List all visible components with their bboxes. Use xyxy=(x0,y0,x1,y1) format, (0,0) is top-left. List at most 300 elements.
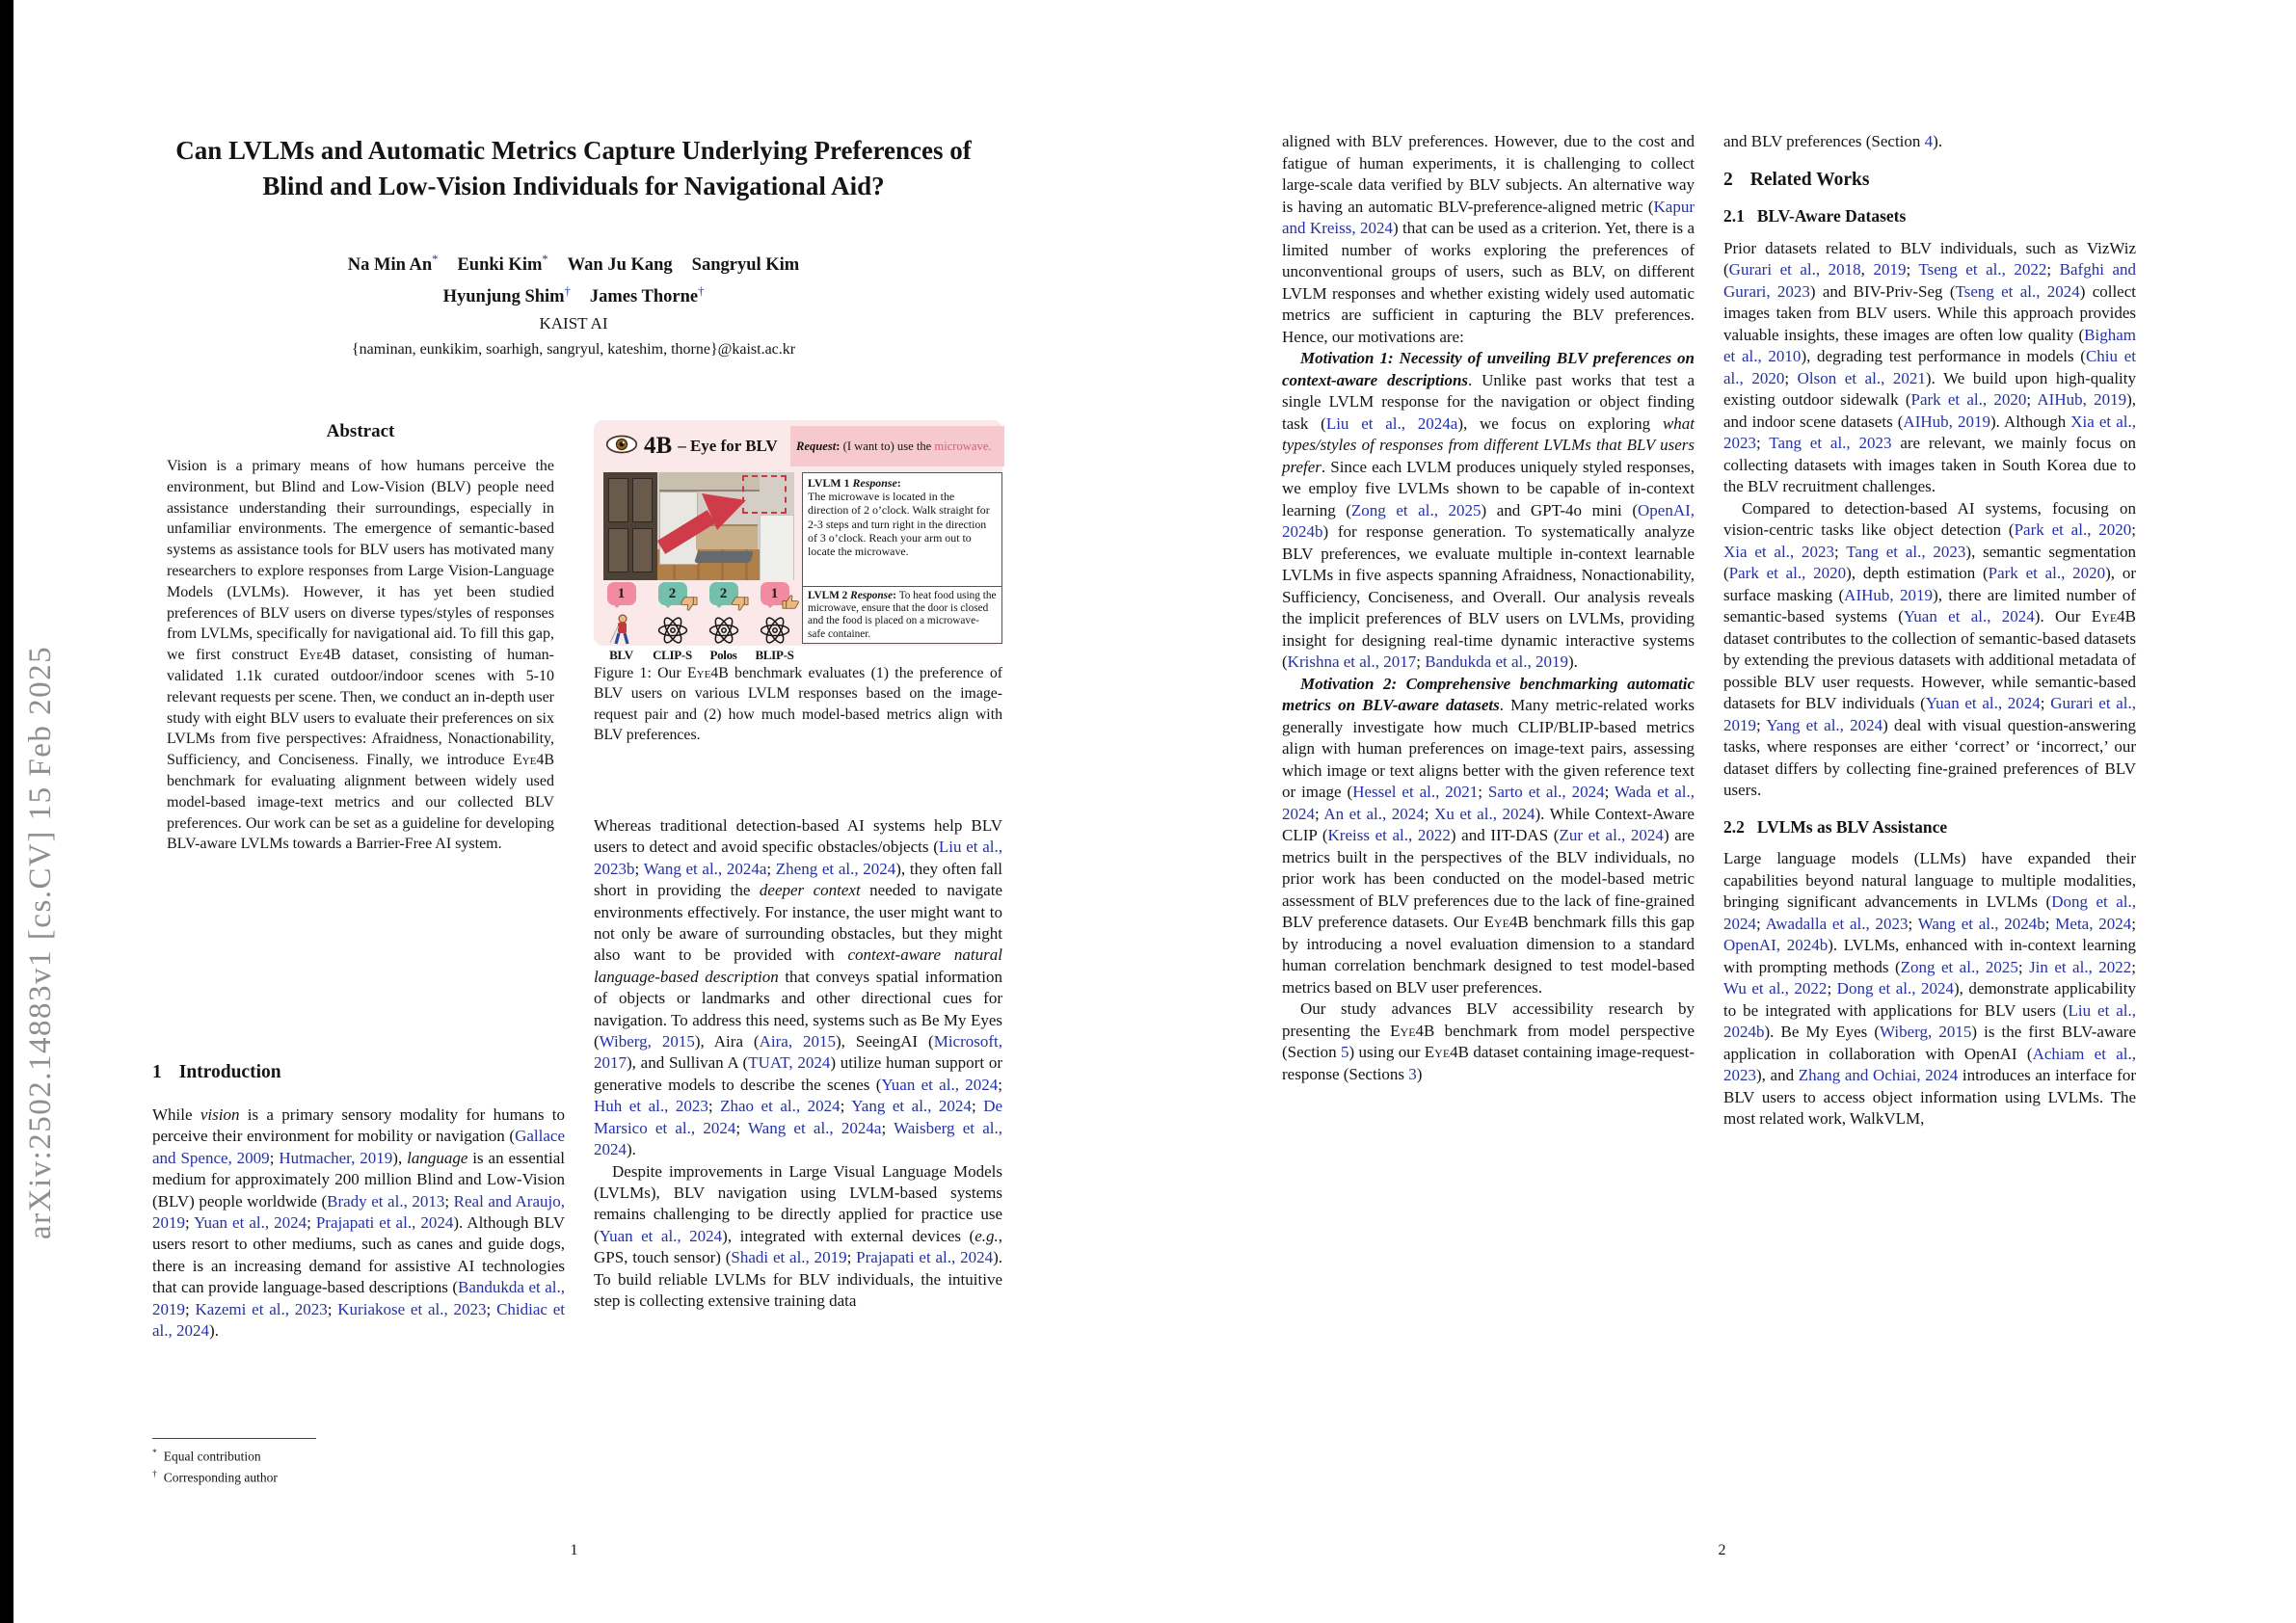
ref-link[interactable]: Park et al., 2020 xyxy=(1728,564,1847,582)
text-run: ; xyxy=(971,1097,984,1116)
lvlm1-response-text: The microwave is located in the direction of 2 o’clock. Walk straight for 2-3 steps and turn right in the direction of 3 o’clock. Reach your arm out to locate the microwave. xyxy=(808,490,990,559)
footnote-corresponding-author xyxy=(152,1466,557,1487)
score-value: 1 xyxy=(617,586,626,601)
text-run: ; xyxy=(634,859,644,878)
cabinet-glass-panel xyxy=(608,528,628,572)
ref-link[interactable]: Park et al., 2020 xyxy=(1988,564,2106,582)
text-run: Eye4B xyxy=(512,752,554,769)
ref-link[interactable]: Wiberg, 2015 xyxy=(599,1032,695,1051)
footnote-equal-contribution xyxy=(152,1445,557,1466)
text-run: ; xyxy=(2046,260,2060,279)
footnote-mark: † xyxy=(152,1469,157,1479)
section-label: BLV-Aware Datasets xyxy=(1756,206,1907,226)
text-run: ; xyxy=(1908,914,1918,933)
text-run: context-aware natural language-based description xyxy=(594,945,1002,986)
email-line[interactable]: {naminan, eunkikim, soarhigh, sangryul, kateshim, thorne}@kaist.ac.kr xyxy=(351,341,796,359)
score-value: 2 xyxy=(668,586,677,601)
text-run: ) and BIV-Priv-Seg ( xyxy=(1809,281,1956,301)
text-run: ) xyxy=(1416,1064,1423,1083)
ref-link[interactable]: Zhang and Ochiai, 2024 xyxy=(1798,1066,1959,1084)
text-run: ) using our xyxy=(1348,1043,1425,1061)
text-run: ), demonstrate applicability to be integrated with applications for BLV users ( xyxy=(1723,979,2136,1020)
ref-link[interactable]: Liu et al., 2024b xyxy=(1723,1000,2136,1041)
ref-link[interactable]: Dong et al., 2024 xyxy=(1836,979,1955,998)
ref-link[interactable]: Shadi et al., 2019 xyxy=(731,1248,847,1267)
title-line-1: Can LVLMs and Automatic Metrics Capture Underlying Preferences of xyxy=(175,136,972,165)
text-run: what types/styles of responses from different LVLMs that BLV users prefer xyxy=(1282,413,1695,476)
text-run: ; xyxy=(1906,260,1919,279)
atom-icon xyxy=(649,612,696,647)
text-run: ), and xyxy=(1756,1066,1799,1084)
text-run: ; xyxy=(1416,652,1426,671)
text-run: aligned with BLV preferences. However, due to the cost and fatigue of human experiments, it is challenging to collect large-scale data verified by BLV subjects. An alternative way is having an automatic BLV-preference-aligned metric ( xyxy=(1282,132,1695,216)
section-label: LVLMs as BLV Assistance xyxy=(1756,816,1948,837)
text-run: is an essential medium for approximately 200 million Blind and Low-Vision (BLV) people worldwide ( xyxy=(152,1148,565,1211)
text-run: ; xyxy=(998,1075,1002,1094)
text-run: ) collect images taken from BLV users. While this approach provides valuable insights, these images are often low quality ( xyxy=(1723,281,2136,344)
text-run: ; xyxy=(327,1299,338,1318)
footnote-text: Corresponding author xyxy=(163,1470,278,1484)
text-run: ), semantic segmentation ( xyxy=(1723,542,2136,582)
text-run: † xyxy=(564,284,571,299)
text-run: ) utilize human support or generative models to describe the scenes ( xyxy=(594,1053,1002,1094)
text-run: benchmark from model perspective (Section xyxy=(1282,1021,1695,1061)
text-run: ; xyxy=(840,1097,852,1116)
ref-link[interactable]: Wang et al., 2024b xyxy=(1917,914,2045,933)
ref-link[interactable]: Liu et al., 2024a xyxy=(1325,413,1458,433)
paragraph xyxy=(594,815,1002,1161)
text-run: ; xyxy=(2131,520,2136,539)
text-run: ) are metrics built in the perspectives of the BLV individuals, no prior work has been conducted on the model-based metric assessment of BLV preferences due to the lack of fine-grained BLV preference datasets. Our xyxy=(1282,826,1695,931)
text-run: ; xyxy=(444,1191,454,1211)
text-run: While xyxy=(152,1105,200,1124)
text-run: that conveys spatial information of objects or landmarks and other directional cues for navigation. To address this need, systems such as Be My Eyes ( xyxy=(594,967,1002,1051)
text-run: benchmark evaluates (1) the preference of BLV users on various LVLM responses based on the image-request pair and (2) how much model-based metrics align with BLV preferences. xyxy=(594,665,1002,743)
lvlm2-response-box xyxy=(802,586,1002,644)
ref-link[interactable]: Meta, 2024 xyxy=(2055,914,2132,933)
ref-link[interactable]: Kuriakose et al., 2023 xyxy=(337,1299,487,1318)
text-run: ). Although xyxy=(1989,412,2071,431)
ref-link[interactable]: Tang et al., 2023 xyxy=(1846,542,1966,561)
text-run: ), and indoor scene datasets ( xyxy=(1723,390,2136,431)
section-2-heading xyxy=(1723,170,2136,192)
page2-column2-text xyxy=(1723,131,2136,1131)
eye4b-logo xyxy=(605,428,778,465)
ref-link[interactable]: AIHub, 2019 xyxy=(2037,390,2127,409)
text-run: is a primary sensory modality for humans to perceive their environment for mobility or navigation ( xyxy=(152,1105,565,1146)
ref-link[interactable]: Yuan et al., 2024 xyxy=(881,1075,999,1094)
request-text xyxy=(796,439,992,454)
ref-link[interactable]: Krishna et al., 2017 xyxy=(1287,652,1417,671)
section-1-heading xyxy=(152,1062,281,1083)
text-run: † xyxy=(698,284,705,299)
ref-link[interactable]: Bandukda et al., 2019 xyxy=(152,1278,565,1318)
text-run: introduces an interface for BLV users to access object information using LVLMs. The most related work, WalkVLM, xyxy=(1723,1066,2136,1128)
metric-label: Polos xyxy=(709,648,737,662)
text-run: Na Min An xyxy=(347,255,433,276)
ref-link[interactable]: Zong et al., 2025 xyxy=(1350,500,1482,519)
affiliation: KAIST AI xyxy=(539,314,608,333)
ref-link[interactable]: Wu et al., 2022 xyxy=(1723,979,1828,998)
ref-link[interactable]: Microsoft, 2017 xyxy=(594,1032,1002,1073)
ref-link[interactable]: Awadalla et al., 2023 xyxy=(1765,914,1909,933)
metric-blip-s xyxy=(751,582,798,663)
ref-link[interactable]: Zong et al., 2025 xyxy=(1900,957,2018,976)
text-run: ; xyxy=(307,1213,316,1233)
ref-link[interactable]: 3 xyxy=(1408,1064,1417,1083)
ref-link[interactable]: Prajapati et al., 2024 xyxy=(315,1213,454,1233)
ref-link[interactable]: Yuan et al., 2024 xyxy=(599,1226,723,1245)
ref-link[interactable]: Gurari et al., 2018 xyxy=(1728,260,1861,279)
text-run: Response xyxy=(850,590,894,601)
text-run: Eye4B xyxy=(1424,1043,1469,1061)
text-run: ; xyxy=(1604,783,1615,801)
text-run: ; xyxy=(2040,694,2051,712)
text-run: . Unlike past works that test a single LVLM response for the navigation or object finding task ( xyxy=(1282,370,1695,433)
abstract-text xyxy=(167,456,554,855)
ref-link[interactable]: AIHub, 2019 xyxy=(1903,412,1990,431)
ref-link[interactable]: Olson et al., 2021 xyxy=(1797,368,1926,387)
text-run: ). Although BLV users resort to other mediums, such as canes and guide dogs, there is an increasing demand for assistive AI technologies that can provide language-based descriptions ( xyxy=(152,1213,565,1297)
text-run: (I want to) use the xyxy=(842,439,935,453)
text-run: : xyxy=(836,439,843,453)
lvlm1-response-title xyxy=(808,476,997,490)
section-label: Related Works xyxy=(1749,169,1870,190)
text-run: ), SeeingAI ( xyxy=(836,1032,934,1051)
text-run: ; xyxy=(1478,783,1488,801)
ref-link[interactable]: Chidiac et al., 2024 xyxy=(152,1299,565,1341)
text-run: ) and GPT-4o mini ( xyxy=(1481,500,1638,519)
figure-1-caption xyxy=(594,663,1002,745)
ref-link[interactable]: Bafghi and Gurari, 2023 xyxy=(1723,260,2136,301)
text-run: ), they often fall short in providing the xyxy=(594,859,1003,900)
text-run: ). We build upon high-quality existing outdoor sidewalk ( xyxy=(1723,368,2136,409)
footnote-text: Equal contribution xyxy=(163,1449,261,1464)
text-run: dataset contributes to the collection of semantic-based datasets by extending the previous datasets with additional metadata of possible BLV user requests. However, while semantic-based datasets for BLV individuals ( xyxy=(1723,628,2136,712)
page2-column1-text xyxy=(1282,131,1695,1085)
ref-link[interactable]: Zur et al., 2024 xyxy=(1559,826,1664,844)
text-run: : xyxy=(896,476,901,490)
score-value: 2 xyxy=(719,586,728,601)
text-run: Motivation 2: Comprehensive benchmarking automatic metrics on BLV-aware datasets xyxy=(1282,674,1695,714)
abstract-heading: Abstract xyxy=(326,421,395,441)
ref-link[interactable]: Yang et al., 2024 xyxy=(1766,715,1883,734)
paragraph xyxy=(594,1161,1002,1313)
ref-link[interactable]: Aira, 2015 xyxy=(759,1032,837,1051)
text-run: Eye4B xyxy=(2091,607,2136,625)
text-run: Motivation 1: Necessity of unveiling BLV preferences on context-aware descriptions xyxy=(1282,349,1695,389)
paragraph-motivation-2 xyxy=(1282,674,1695,999)
request-bar xyxy=(790,426,1004,466)
text-run: , xyxy=(1860,260,1874,279)
text-run: ; xyxy=(1827,979,1837,998)
paragraph xyxy=(1723,131,2136,153)
lvlm1-response-box xyxy=(802,472,1002,588)
text-run: dataset containing image-request-response (Sections xyxy=(1282,1043,1695,1083)
score-value: 1 xyxy=(770,586,779,601)
title-line-2: Blind and Low-Vision Individuals for Navigational Aid? xyxy=(262,172,885,200)
text-run: ; xyxy=(766,859,776,878)
author-block xyxy=(145,247,1002,362)
ref-link[interactable]: Wang et al., 2024a xyxy=(748,1118,882,1137)
text-run: benchmark for evaluating alignment between widely used model-based image-text metrics and our collected BLV preferences. Our work can be set as a guideline for developing BLV-aware LVLMs towards a Barrier-Free AI system. xyxy=(167,772,554,853)
section-number: 2.2 xyxy=(1723,816,1745,837)
ref-link[interactable]: An et al., 2024 xyxy=(1323,804,1425,823)
ref-link[interactable]: AIHub, 2019 xyxy=(1844,585,1934,604)
text-run: ; xyxy=(707,1097,721,1116)
text-run: Hyunjung Shim xyxy=(442,287,565,307)
text-run: ; xyxy=(269,1148,280,1167)
text-run: ; xyxy=(2044,914,2056,933)
page-2-number: 2 xyxy=(1718,1542,1726,1558)
score-badge xyxy=(607,582,636,605)
intro-paragraph xyxy=(152,1104,565,1342)
cabinet-glass-panel xyxy=(632,528,653,572)
text-run: ; xyxy=(881,1118,894,1137)
text-run: , GPS, touch sensor) ( xyxy=(594,1226,1002,1267)
footnote-rule xyxy=(152,1438,316,1439)
text-run: ). xyxy=(1933,132,1943,150)
text-run: . Many metric-related works generally investigate how much CLIP/BLIP-based metrics align with human preferences on image-text pairs, assessing which image or text aligns better with the given reference text or image ( xyxy=(1282,696,1695,801)
text-run: Compared to detection-based AI systems, focusing on vision-centric tasks like object detection ( xyxy=(1723,498,2136,539)
ref-link[interactable]: Yuan et al., 2024 xyxy=(1925,694,2041,712)
cabinet-glass-panel xyxy=(608,478,628,522)
metric-label: BLIP-S xyxy=(755,648,794,662)
text-run: ), there are limited number of semantic-based systems ( xyxy=(1723,585,2137,625)
ref-link[interactable]: Kreiss et al., 2022 xyxy=(1327,826,1451,844)
text-run: ; xyxy=(2026,390,2038,409)
section-number: 1 xyxy=(152,1062,162,1082)
ref-link[interactable]: 4 xyxy=(1924,132,1934,150)
section-number: 2 xyxy=(1723,169,1733,190)
ref-link[interactable]: Yuan et al., 2024 xyxy=(1903,607,2035,625)
text-run: . Since each LVLM produces uniquely styled responses, we employ five LVLMs shown to be capable of in-context learning ( xyxy=(1282,457,1695,519)
lvlm2-response-text xyxy=(808,590,997,640)
text-run: ). Our xyxy=(2034,607,2092,625)
text-run: dataset, consisting of human-validated 1.1k curated outdoor/indoor scenes with 5-10 relevant requests per scene. Then, we conduct an in-depth user study with eight BLV users to evaluate their preferences on six LVLMs from five perspectives: Afraidness, Nonactionability, Sufficiency, and Conciseness. Finally, we introduce xyxy=(167,647,555,769)
page1-column2-text xyxy=(594,815,1002,1312)
text-run: ; xyxy=(2131,914,2136,933)
ref-link[interactable]: Wada et al., 2024 xyxy=(1282,783,1695,823)
text-run: James Thorne xyxy=(589,287,699,307)
text-run: ), Aira ( xyxy=(694,1032,760,1051)
text-run: Eunki Kim xyxy=(457,255,543,276)
text-run: * xyxy=(432,253,439,266)
text-run: language xyxy=(407,1148,468,1167)
authors-line-1 xyxy=(145,247,1002,279)
text-run: ) that can be used as a criterion. Yet, there is a limited number of works exploring the preferences of unconventional groups of users, such as BLV, on different LVLM responses and whether existing widely used automatic metrics are sufficient in capturing the BLV preferences. Hence, our motivations are: xyxy=(1282,219,1695,346)
ref-link[interactable]: Chiu et al., 2020 xyxy=(1723,347,2136,387)
ref-link[interactable]: Prajapati et al., 2024 xyxy=(856,1248,994,1267)
ref-link[interactable]: Dong et al., 2024 xyxy=(1723,892,2136,933)
scan-edge-strip xyxy=(0,0,13,1623)
text-run: benchmark fills this gap by introducing a novel evaluation dimension to a standard human correlation benchmark designed to test model-based metrics based on BLV user preferences. xyxy=(1282,913,1695,997)
text-run: ; xyxy=(1315,804,1324,823)
authors-line-2 xyxy=(145,279,1002,310)
ref-link[interactable]: TUAT, 2024 xyxy=(748,1053,831,1073)
thumbs-down-icon xyxy=(731,594,749,612)
text-run: ; xyxy=(1834,542,1847,561)
ref-link[interactable]: Zheng et al., 2024 xyxy=(775,859,896,878)
section-2-2-heading xyxy=(1723,816,2136,838)
text-run: ; xyxy=(486,1299,497,1318)
text-run: Our study advances BLV accessibility research by presenting the xyxy=(1282,999,1695,1040)
ref-link[interactable]: Hessel et al., 2021 xyxy=(1352,783,1479,801)
section-number: 2.1 xyxy=(1723,206,1745,226)
text-run: ), integrated with external devices ( xyxy=(722,1226,975,1245)
section-2-1-heading xyxy=(1723,205,2136,227)
figure-kitchen-photo xyxy=(603,472,794,580)
ref-link[interactable]: Park et al., 2020 xyxy=(1910,390,2027,409)
text-run: Eye4B xyxy=(687,665,729,681)
ref-link[interactable]: Xia et al., 2023 xyxy=(1723,542,1834,561)
text-run: ; xyxy=(1756,715,1767,734)
ref-link[interactable]: Yuan et al., 2024 xyxy=(194,1213,307,1233)
ref-link[interactable]: OpenAI, 2024b xyxy=(1282,500,1695,541)
text-run: LVLM 1 xyxy=(808,476,853,490)
text-run: ; xyxy=(2017,957,2030,976)
ref-link[interactable]: Jin et al., 2022 xyxy=(2029,957,2132,976)
text-run: ), degrading test performance in models ( xyxy=(1801,347,2086,365)
text-run: ), depth estimation ( xyxy=(1846,564,1989,582)
text-run: ) deal with visual question-answering tasks, where responses are either ‘correct’ or ‘incorrect,’ our dataset differs by collecting fine-grained preferences of BLV users. xyxy=(1723,715,2136,799)
text-run: Large language models (LLMs) have expanded their capabilities beyond natural language to multiple modalities, bringing significant advancements in LVLMs ( xyxy=(1723,849,2136,911)
ref-link[interactable]: Tang et al., 2023 xyxy=(1769,434,1892,452)
ref-link[interactable]: Kazemi et al., 2023 xyxy=(195,1299,328,1318)
text-run: deeper context xyxy=(759,881,861,900)
ref-link[interactable]: Wiberg, 2015 xyxy=(1880,1023,1972,1041)
text-run: To heat food using the microwave, ensure that the door is closed and the food is placed on a microwave-safe container. xyxy=(808,590,997,640)
red-arrow-icon xyxy=(654,488,754,555)
text-run: Figure 1: Our xyxy=(594,665,687,681)
text-run: Wan Ju Kang xyxy=(567,255,673,276)
metric-label: CLIP-S xyxy=(653,648,692,662)
paper-title xyxy=(145,133,1002,204)
text-run: ). While Context-Aware CLIP ( xyxy=(1282,804,1695,844)
page-1-number: 1 xyxy=(570,1542,578,1558)
text-run: ) and IIT-DAS ( xyxy=(1450,826,1560,844)
ref-link[interactable]: Gurari et al., 2019 xyxy=(1723,694,2137,734)
thumbs-up-icon xyxy=(782,594,800,612)
text-run: ; xyxy=(846,1248,857,1267)
text-run: ; xyxy=(2131,957,2136,976)
text-run: Despite improvements in Large Visual Language Models (LVLMs), BLV navigation using LVLM-based systems remains challenging to be directly applied for practice use ( xyxy=(594,1161,1002,1245)
text-run: Whereas traditional detection-based AI systems help BLV users to detect and avoid specific obstacles/objects ( xyxy=(594,816,1002,857)
text-run: ). xyxy=(1567,652,1578,671)
text-run: : xyxy=(893,590,899,601)
paragraph xyxy=(1282,131,1695,348)
ref-link[interactable]: Sarto et al., 2024 xyxy=(1487,783,1605,801)
ref-link[interactable]: Waisberg et al., 2024 xyxy=(594,1118,1002,1159)
cabinet-glass-panel xyxy=(632,478,653,522)
ref-link[interactable]: Gallace and Spence, 2009 xyxy=(152,1127,565,1167)
ref-link[interactable]: Brady et al., 2013 xyxy=(327,1191,445,1211)
ref-link[interactable]: Yang et al., 2024 xyxy=(851,1097,972,1116)
ref-link[interactable]: Xu et al., 2024 xyxy=(1434,804,1535,823)
text-run: ; xyxy=(185,1213,195,1233)
paragraph xyxy=(1723,498,2136,802)
text-run: LVLM 2 xyxy=(808,590,851,601)
ref-link[interactable]: 5 xyxy=(1341,1043,1349,1061)
ref-link[interactable]: Huh et al., 2023 xyxy=(594,1097,708,1116)
metric-polos xyxy=(700,582,747,663)
text-run: ). LVLMs, enhanced with in-context learning with prompting methods ( xyxy=(1723,936,2137,976)
text-run: ) is the first BLV-aware application in collaboration with OpenAI ( xyxy=(1723,1023,2136,1063)
text-run: ; xyxy=(1756,914,1766,933)
atom-icon xyxy=(700,612,747,647)
text-run: Sangryul Kim xyxy=(691,255,800,276)
text-run: * xyxy=(542,253,548,266)
paragraph xyxy=(1723,848,2136,1131)
ref-link[interactable]: 2019 xyxy=(1873,260,1907,279)
text-run: vision xyxy=(200,1105,240,1124)
text-run: ), we focus on exploring xyxy=(1457,413,1663,433)
atom-icon xyxy=(751,612,798,647)
ref-link[interactable]: Tseng et al., 2022 xyxy=(1918,260,2047,279)
paragraph-motivation-1 xyxy=(1282,348,1695,674)
text-run: Request xyxy=(796,439,837,453)
metric-score-row xyxy=(598,582,798,663)
arxiv-watermark: arXiv:2502.14883v1 [cs.CV] 15 Feb 2025 xyxy=(23,645,58,1239)
text-run: Eye4B xyxy=(1483,913,1529,931)
footnote-mark: * xyxy=(152,1449,157,1458)
figure-1 xyxy=(594,420,1002,662)
logo-4b-text: 4B xyxy=(644,433,673,459)
text-run: ). Be My Eyes ( xyxy=(1764,1023,1880,1041)
ref-link[interactable]: De Marsico et al., 2024 xyxy=(594,1097,1003,1137)
ref-link[interactable]: Kapur and Kreiss, 2024 xyxy=(1282,197,1695,237)
ref-link[interactable]: Achiam et al., 2023 xyxy=(1723,1044,2136,1084)
ref-link[interactable]: Tseng et al., 2024 xyxy=(1955,281,2080,301)
ref-link[interactable]: Park et al., 2020 xyxy=(2014,520,2132,539)
footnotes xyxy=(152,1445,557,1486)
text-run: ). xyxy=(627,1140,636,1159)
ref-link[interactable]: Wang et al., 2024a xyxy=(643,859,767,878)
text-run: Eye4B xyxy=(299,647,341,664)
ref-link[interactable]: Real and Araujo, 2019 xyxy=(152,1191,565,1233)
metric-blv xyxy=(598,582,645,663)
thumbs-down-icon xyxy=(680,594,698,612)
metric-label: BLV xyxy=(609,648,633,662)
text-run: ), or surface masking ( xyxy=(1723,564,2136,604)
text-run: microwave. xyxy=(934,439,992,453)
ref-link[interactable]: Bigham et al., 2010 xyxy=(1723,325,2136,365)
text-run: ), and Sullivan A ( xyxy=(627,1053,749,1073)
text-run: Response xyxy=(852,476,897,490)
text-run: ; xyxy=(735,1118,748,1137)
logo-suffix-text: – Eye for BLV xyxy=(678,437,778,455)
ref-link[interactable]: Liu et al., 2023b xyxy=(594,838,1002,878)
text-run: ), xyxy=(392,1148,408,1167)
text-run: ; xyxy=(185,1299,196,1318)
text-run: ; xyxy=(1756,434,1770,452)
kitchen-cabinet xyxy=(603,472,657,580)
text-run: are relevant, we mainly focus on collecting datasets with images taken in South Korea due to the BLV recruitment challenges. xyxy=(1723,434,2137,495)
ref-link[interactable]: Xia et al., 2023 xyxy=(1723,412,2136,452)
paragraph xyxy=(1723,238,2136,498)
text-run: e.g. xyxy=(974,1226,999,1245)
text-run: Prior datasets related to BLV individuals, such as VizWiz ( xyxy=(1723,238,2136,279)
text-run: ; xyxy=(1424,804,1435,823)
section-label: Introduction xyxy=(178,1062,281,1082)
text-run: ). To build reliable LVLMs for BLV individuals, the intuitive step is collecting extensive training data xyxy=(594,1248,1002,1310)
paragraph xyxy=(1282,998,1695,1085)
ref-link[interactable]: Bandukda et al., 2019 xyxy=(1425,652,1568,671)
text-run: Eye4B xyxy=(1390,1021,1435,1040)
ref-link[interactable]: Hutmacher, 2019 xyxy=(279,1148,393,1167)
ref-link[interactable]: OpenAI, 2024b xyxy=(1723,936,1829,954)
ref-link[interactable]: Zhao et al., 2024 xyxy=(720,1097,841,1116)
